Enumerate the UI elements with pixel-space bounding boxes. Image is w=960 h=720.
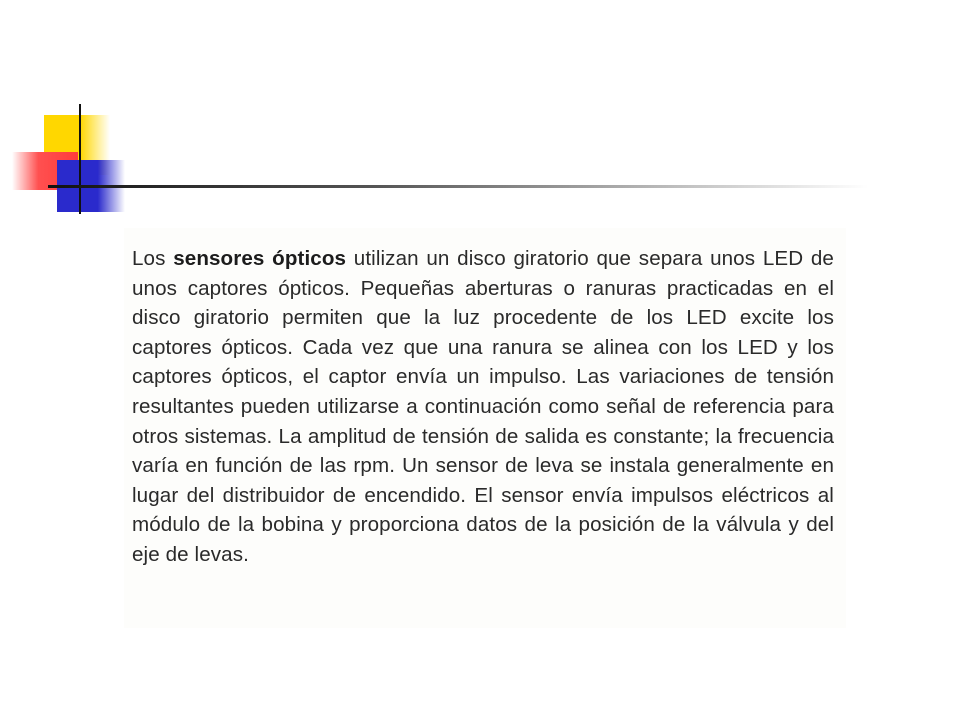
paragraph-intro: Los [132,247,166,270]
horizontal-rule [48,185,868,188]
paragraph-body: utilizan un disco giratorio que separa unos LED de unos captores ópticos. Pequeñas aberturas o ranuras practicadas en el disco giratorio permiten que la luz procedente de los LED excite los captores ópticos. Cada vez que una ranura se alinea con los LED y los captores ópticos, el captor envía un impulso. Las variaciones de tensión resultantes pueden utilizarse a continuación como señal de referencia para otros sistemas. La amplitud de tensión de salida es constante; la frecuencia varía en función de las rpm. Un sensor de leva se instala generalmente en lugar del distribuidor de encendido. El sensor envía impulsos eléctricos al módulo de la bobina y proporciona datos de la posición de la válvula y del eje de levas. [132,247,834,566]
vertical-rule [79,104,81,214]
bold-term: sensores ópticos [173,247,347,270]
scanned-text-image [124,228,846,628]
body-paragraph [132,244,834,570]
title-ornament [0,0,960,230]
